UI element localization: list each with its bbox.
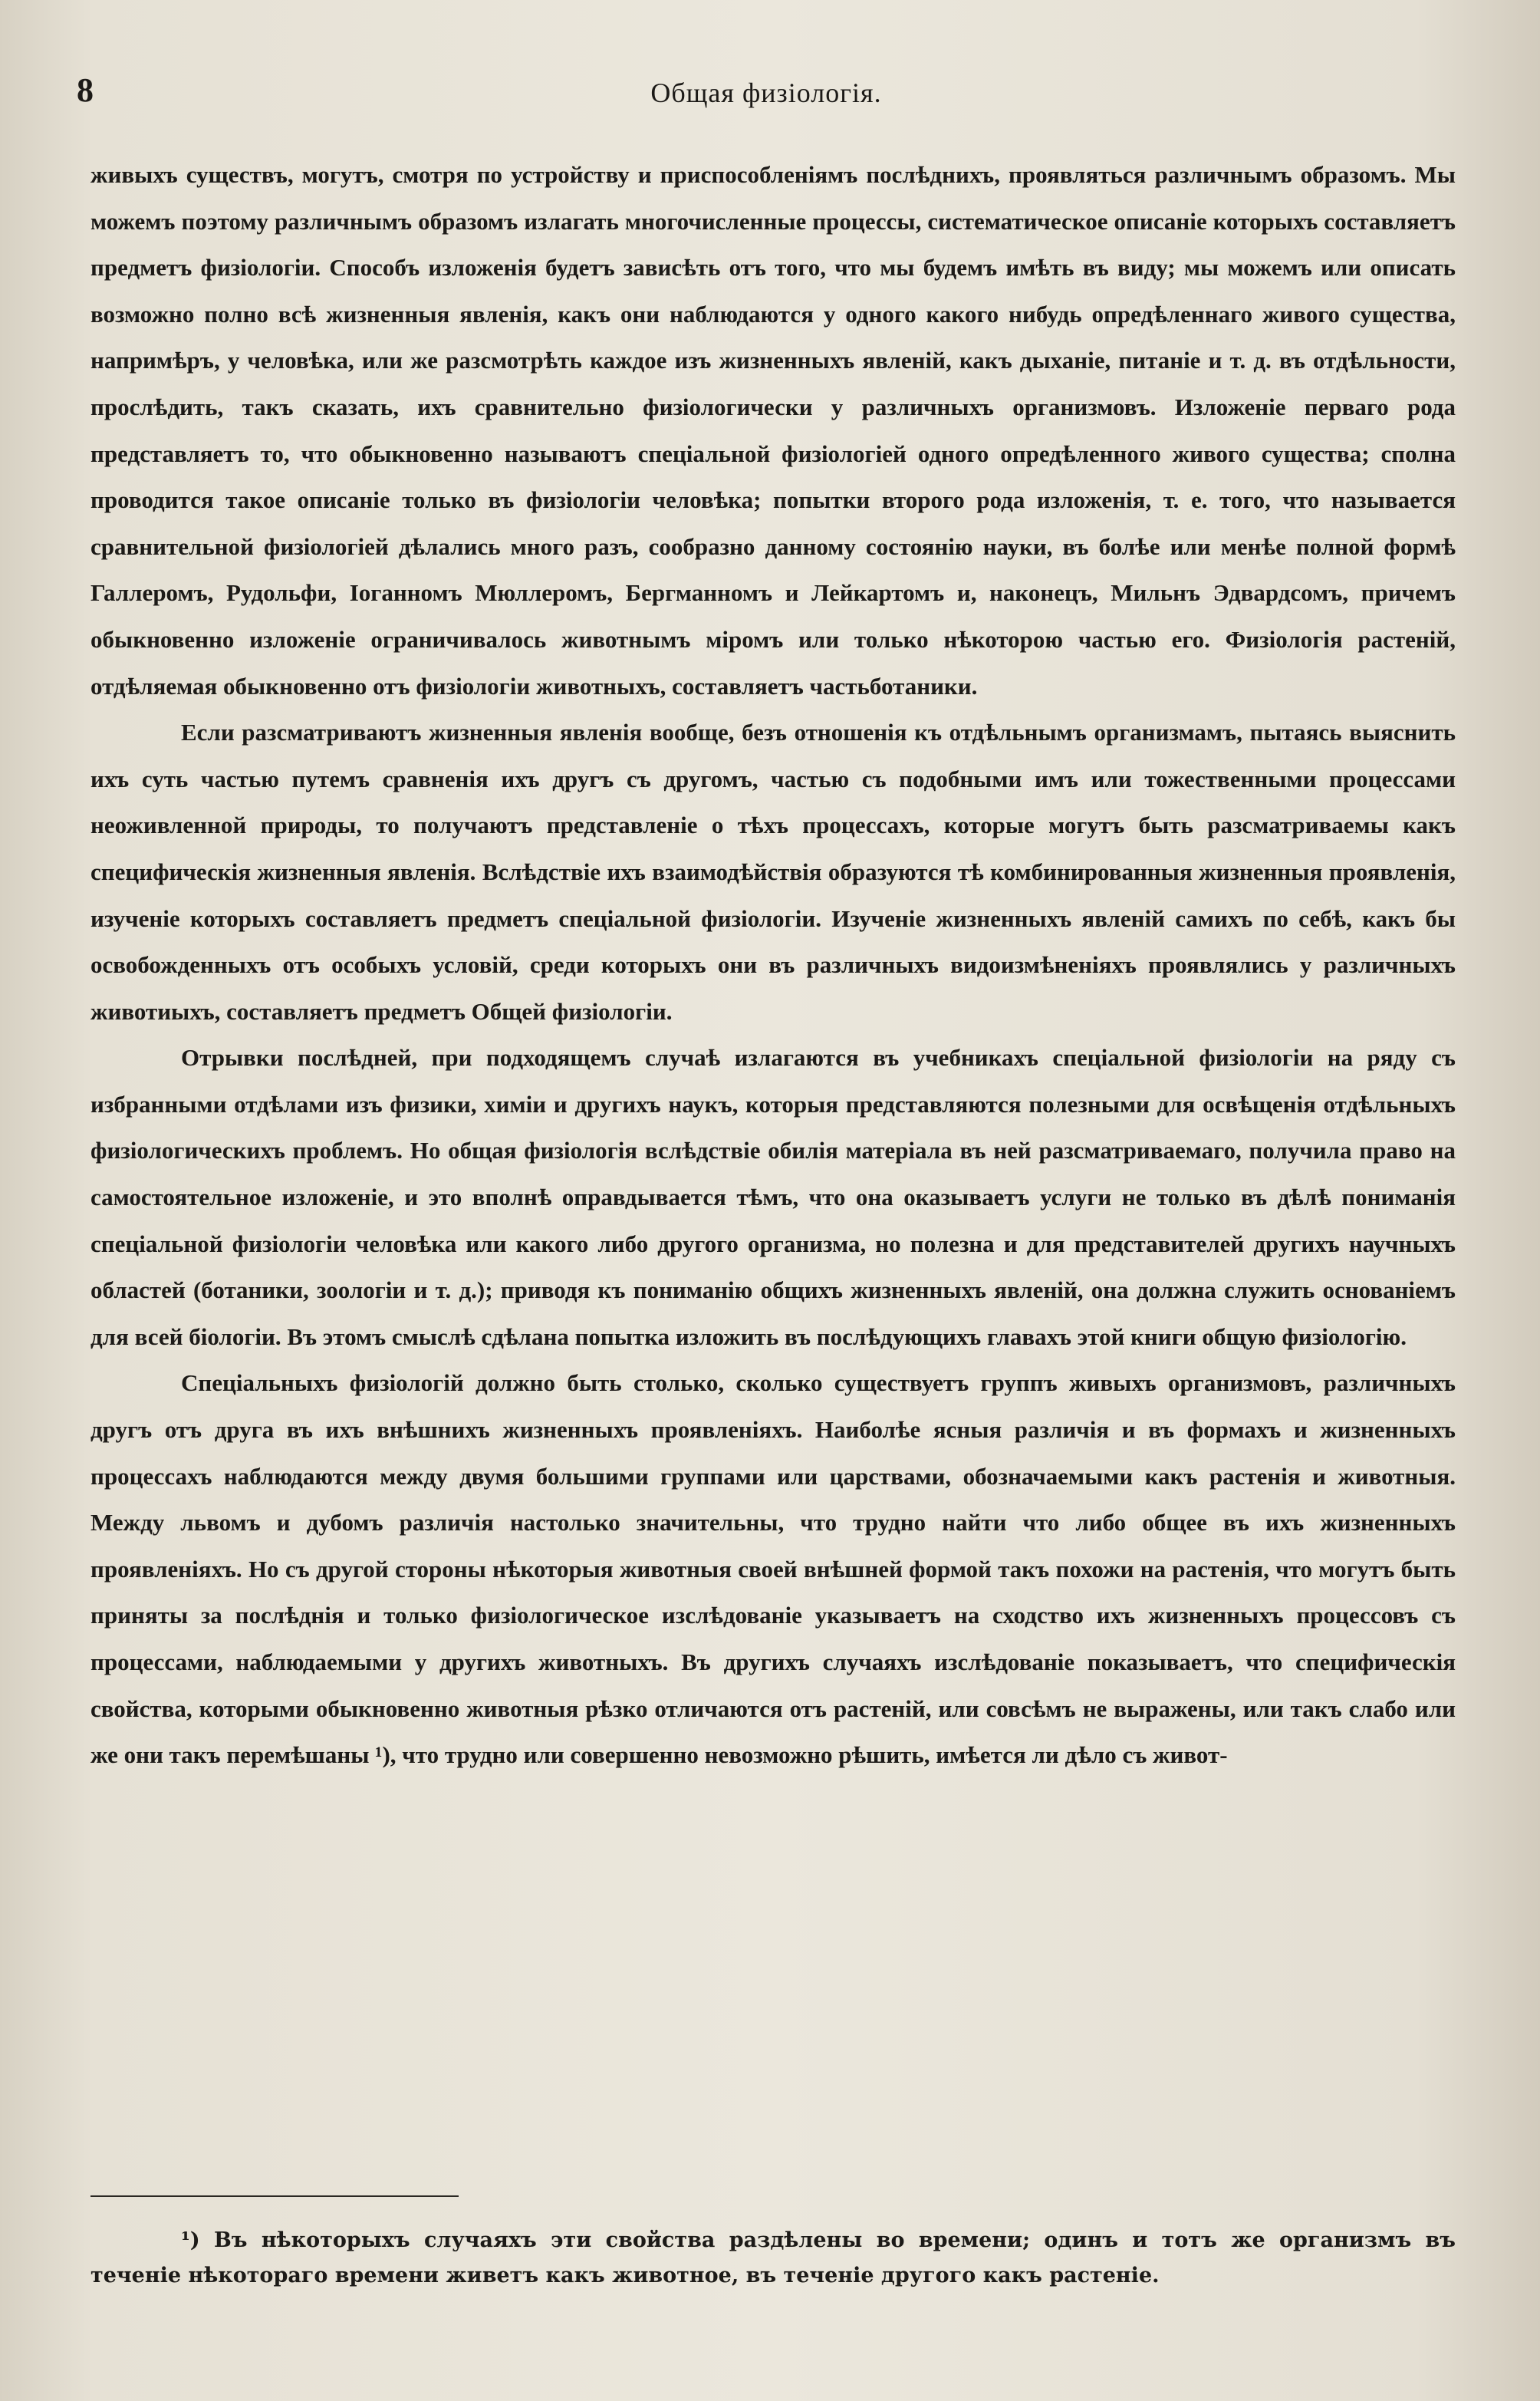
page-number: 8 xyxy=(77,71,94,109)
body-text xyxy=(90,152,1456,1779)
paragraph-4: Спеціальныхъ физіологій должно быть столько, сколько существуетъ группъ живыхъ организмовъ, различныхъ другъ отъ друга въ ихъ внѣшнихъ жизненныхъ проявленіяхъ. Наиболѣе ясныя различія и въ формахъ и жизненныхъ процессахъ наблюдаются между двумя большими группами или царствами, обозначаемыми какъ растенія и животныя. Между львомъ и дубомъ различія настолько значительны, что трудно найти что либо общее въ ихъ жизненныхъ проявленіяхъ. Но съ другой стороны нѣкоторыя животныя своей внѣшней формой такъ похожи на растенія, что могутъ быть приняты за послѣднія и только физіологическое изслѣдованіе указываетъ на сходство ихъ жизненныхъ процессовъ съ процессами, наблюдаемыми у другихъ животныхъ. Въ другихъ случаяхъ изслѣдованіе показываетъ, что специфическія свойства, которыми обыкновенно животныя рѣзко отличаются отъ растеній, или совсѣмъ не выражены, или такъ слабо или же они такъ перемѣшаны ¹), что трудно или совершенно невозможно рѣшить, имѣется ли дѣло съ живот- xyxy=(90,1369,1456,1769)
footnote-divider xyxy=(90,2195,459,2197)
paragraph-3: Отрывки послѣдней, при подходящемъ случаѣ излагаются въ учебникахъ спеціальной физіологіи на ряду съ избранными отдѣлами изъ физики, химіи и другихъ наукъ, которыя представляются полезными для освѣщенія отдѣльныхъ физіологическихъ проблемъ. Но общая физіологія вслѣдствіе обилія матеріала въ ней разсматриваемаго, получила право на самостоятельное изложеніе, и это вполнѣ оправдывается тѣмъ, что она оказываетъ услуги не только въ дѣлѣ пониманія спеціальной физіологіи человѣка или какого либо другого организма, но полезна и для представителей другихъ научныхъ областей (ботаники, зоологіи и т. д.); приводя къ пониманію общихъ жизненныхъ явленій, она должна служить основаніемъ для всей біологіи. Въ этомъ смыслѣ сдѣлана попытка изложить въ послѣдующихъ главахъ этой книги общую физіологію. xyxy=(90,1044,1456,1350)
paragraph-1: живыхъ существъ, могутъ, смотря по устройству и приспособленіямъ послѣднихъ, проявляться различнымъ образомъ. Мы можемъ поэтому различнымъ образомъ излагать многочисленные процессы, систематическое описаніе которыхъ составляетъ предметъ физіологіи. Способъ изложенія будетъ зависѣть отъ того, что мы будемъ имѣть въ виду; мы можемъ или описать возможно полно всѣ жизненныя явленія, какъ они наблюдаются у одного какого нибудь опредѣленнаго живого существа, напримѣръ, у человѣка, или же разсмотрѣть каждое изъ жизненныхъ явленій, какъ дыханіе, питаніе и т. д. въ отдѣльности, прослѣдить, такъ сказать, ихъ сравнительно физіологически у различныхъ организмовъ. Изложеніе перваго рода представляетъ то, что обыкновенно называютъ спеціальной физіологіей одного опредѣленного живого существа; сполна проводится такое описаніе только въ физіологіи человѣка; попытки второго рода изложенія, т. е. того, что называется сравнительной физіологіей дѣлались много разъ, сообразно данному состоянію науки, въ болѣе или менѣе полной формѣ Галлеромъ, Рудольфи, Іоганномъ Мюллеромъ, Бергманномъ и Лейкартомъ и, наконецъ, Мильнъ Эдвардсомъ, причемъ обыкновенно изложеніе ограничивалось животнымъ міромъ или только нѣкоторою частью его. Физіологія растеній, отдѣляемая обыкновенно отъ физіологіи животныхъ, составляетъ частьботаники. xyxy=(90,161,1456,700)
paragraph-2: Если разсматриваютъ жизненныя явленія вообще, безъ отношенія къ отдѣльнымъ организмамъ, пытаясь выяснить ихъ суть частью путемъ сравненія ихъ другъ съ другомъ, частью съ подобными имъ или тожественными процессами неоживленной природы, то получаютъ представленіе о тѣхъ процессахъ, которые могутъ быть разсматриваемы какъ специфическія жизненныя явленія. Вслѣдствіе ихъ взаимодѣйствія образуются тѣ комбинированныя жизненныя проявленія, изученіе которыхъ составляетъ предметъ спеціальной физіологіи. Изученіе жизненныхъ явленій самихъ по себѣ, какъ бы освобожденныхъ отъ особыхъ условій, среди которыхъ они въ различныхъ видоизмѣненіяхъ проявлялись у различныхъ животиыхъ, составляетъ предметъ Общей физіологіи. xyxy=(90,719,1456,1025)
footnote: ¹) Въ нѣкоторыхъ случаяхъ эти свойства раздѣлены во времени; одинъ и тотъ же организмъ въ теченіе нѣкотораго времени живетъ какъ животное, въ теченіе другого какъ растеніе. xyxy=(90,2228,1456,2287)
running-title: Общая физіологія. xyxy=(650,77,882,108)
page-header xyxy=(77,71,1456,117)
